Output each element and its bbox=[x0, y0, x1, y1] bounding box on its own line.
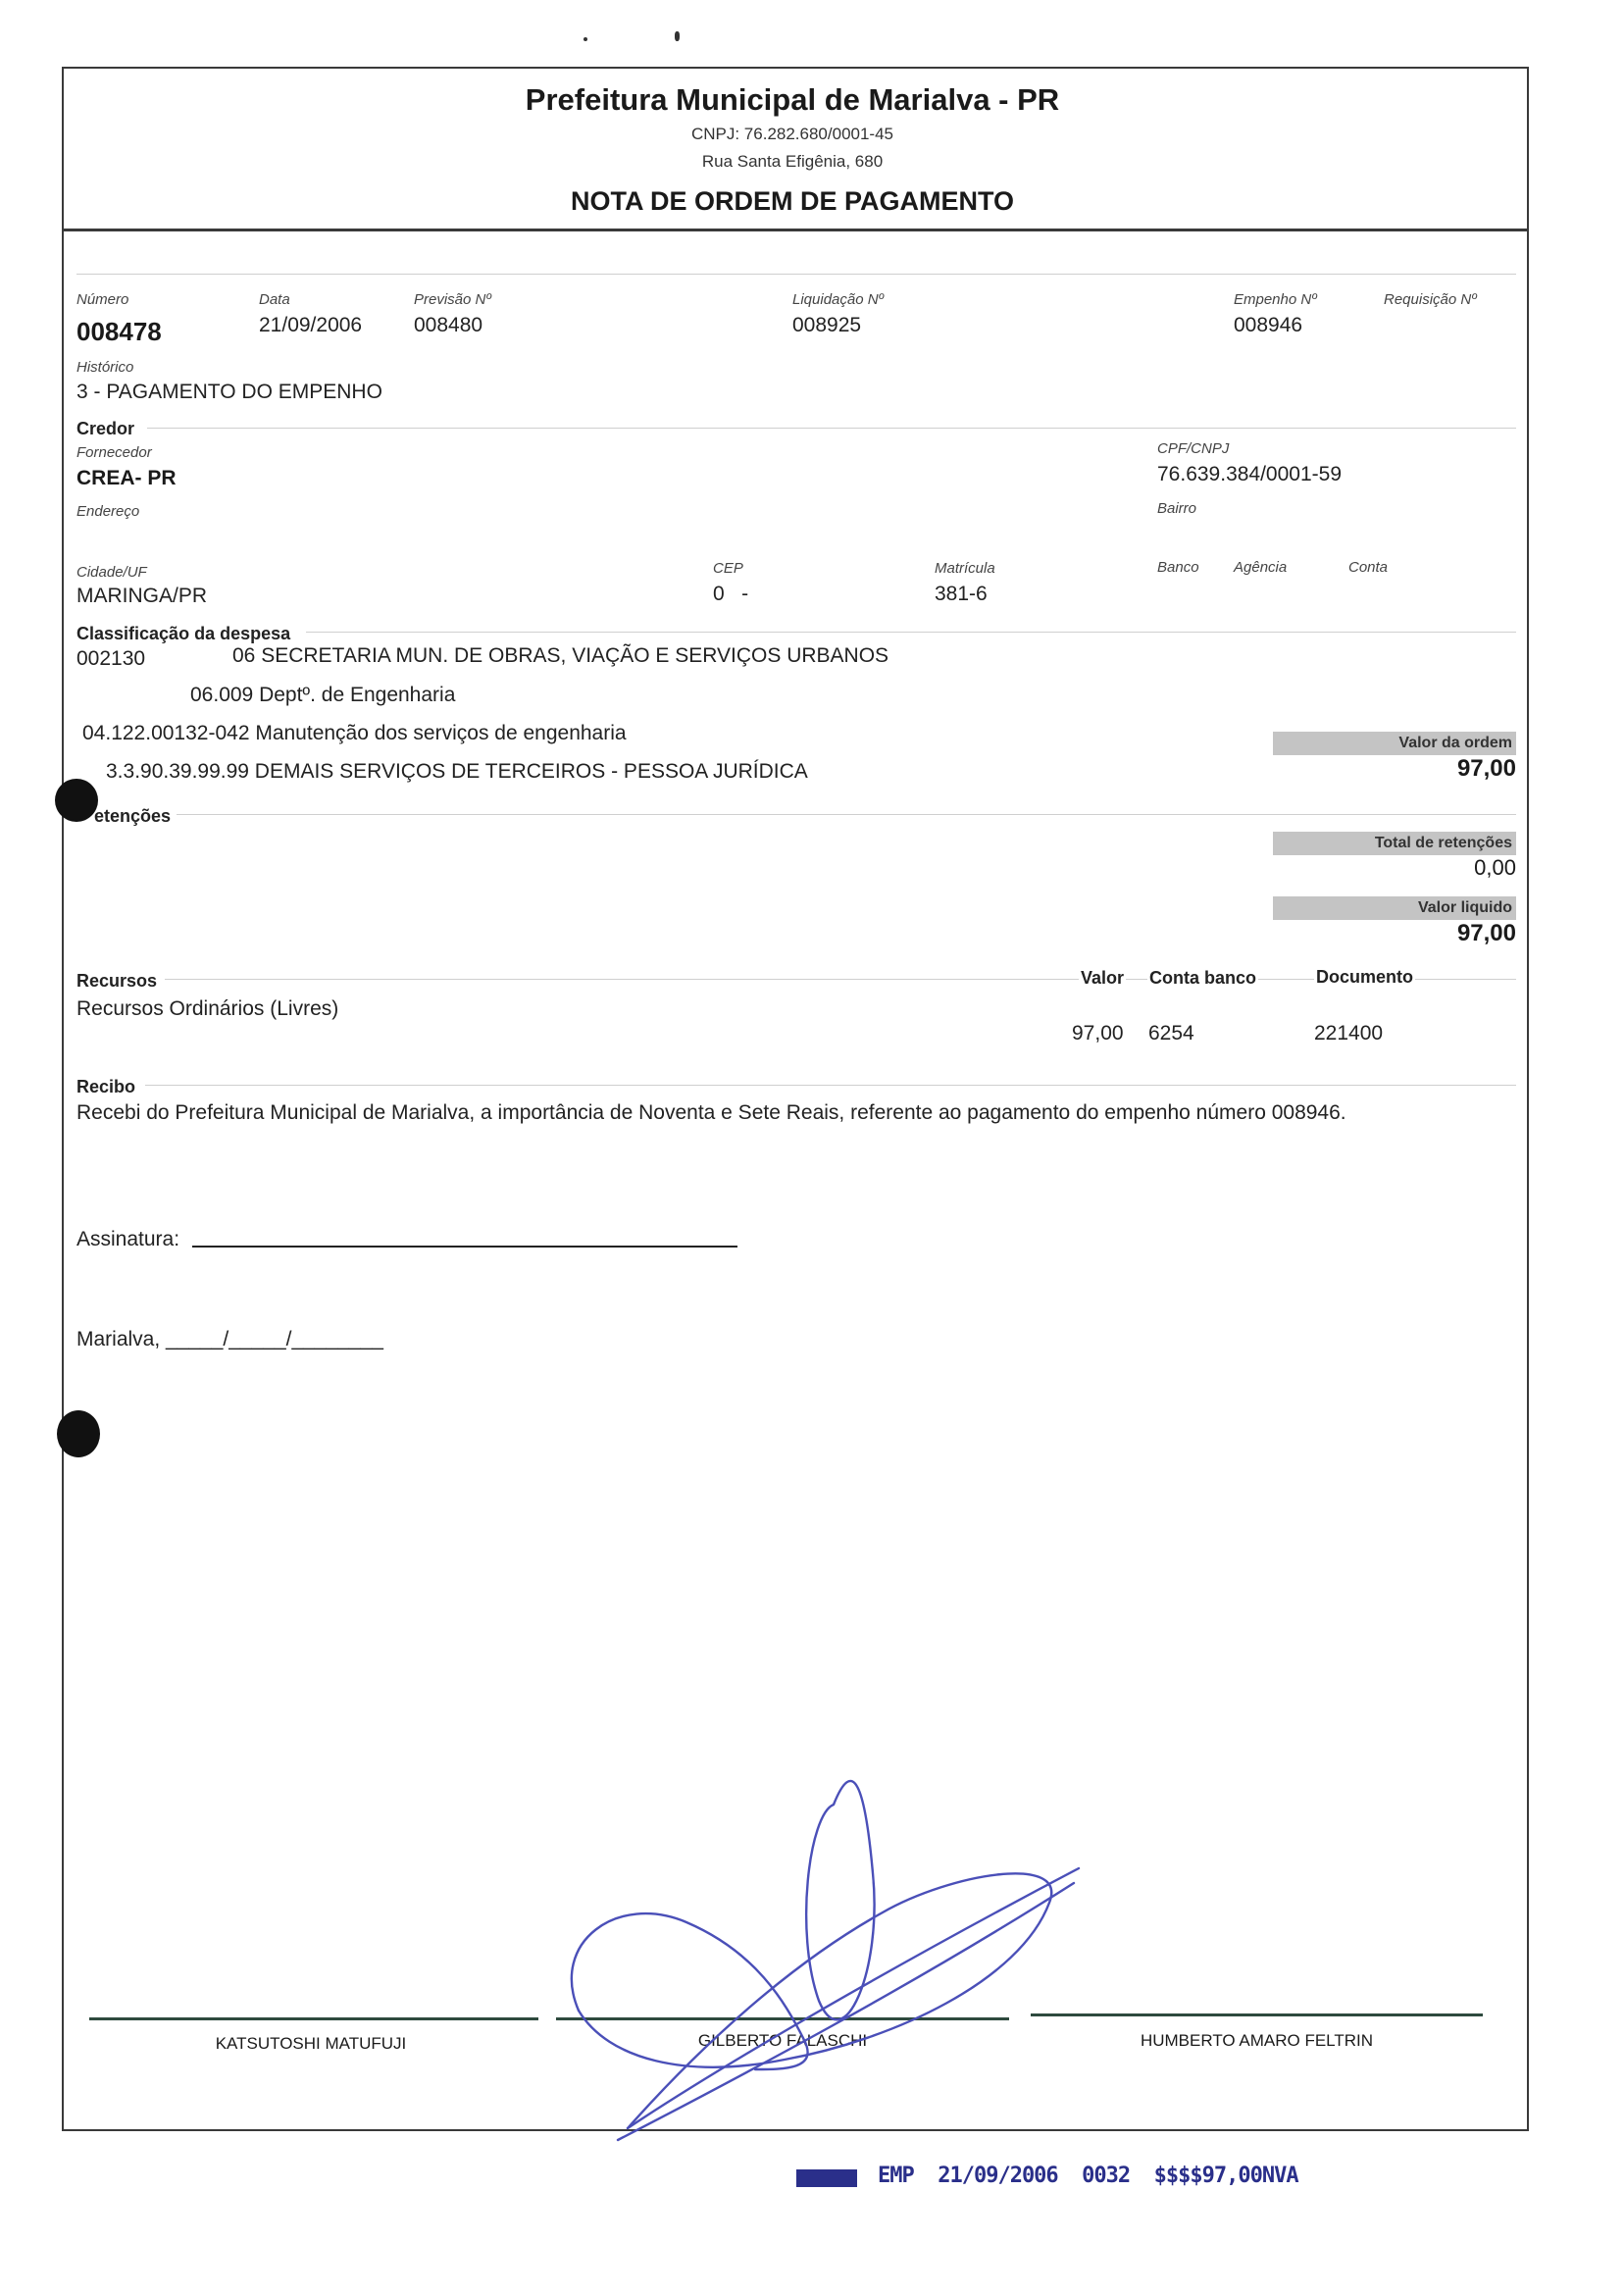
divider bbox=[147, 428, 1516, 429]
matricula-value: 381-6 bbox=[935, 583, 988, 605]
signatory-3: HUMBERTO AMARO FELTRIN bbox=[1140, 2031, 1374, 2050]
agencia-label: Agência bbox=[1234, 559, 1288, 576]
data-value: 21/09/2006 bbox=[259, 314, 363, 336]
total-retencoes-label: Total de retenções bbox=[1273, 832, 1516, 855]
liquidacao-label: Liquidação Nº bbox=[792, 291, 885, 308]
classificacao-line3: 04.122.00132-042 Manutenção dos serviços de engenharia bbox=[82, 722, 627, 744]
bairro-label: Bairro bbox=[1157, 500, 1197, 517]
endereco-label: Endereço bbox=[76, 503, 140, 520]
signatory-1: KATSUTOSHI MATUFUJI bbox=[215, 2034, 407, 2053]
fornecedor-value: CREA- PR bbox=[76, 467, 177, 489]
recibo-text: Recebi do Prefeitura Municipal de Marialva, a importância de Noventa e Sete Reais, referente ao pagamento do empenho número 008946. bbox=[76, 1101, 1346, 1124]
cep-label: CEP bbox=[713, 560, 743, 577]
numero-value: 008478 bbox=[76, 317, 162, 346]
empenho-label: Empenho Nº bbox=[1234, 291, 1317, 308]
recibo-section: Recibo bbox=[76, 1077, 136, 1096]
page-title: Prefeitura Municipal de Marialva - PR bbox=[525, 82, 1060, 117]
valor-ordem-label: Valor da ordem bbox=[1273, 732, 1516, 755]
empenho-value: 008946 bbox=[1234, 314, 1303, 336]
matricula-label: Matrícula bbox=[935, 560, 995, 577]
historico-value: 3 - PAGAMENTO DO EMPENHO bbox=[76, 381, 382, 403]
retencoes-section: etenções bbox=[94, 806, 172, 826]
requisicao-label: Requisição Nº bbox=[1384, 291, 1477, 308]
numero-label: Número bbox=[76, 291, 129, 308]
stamp-logo bbox=[796, 2169, 857, 2187]
valor-liquido-label: Valor liquido bbox=[1273, 896, 1516, 920]
cidade-value: MARINGA/PR bbox=[76, 585, 208, 607]
previsao-value: 008480 bbox=[414, 314, 483, 336]
assinatura-line bbox=[192, 1246, 737, 1248]
documento-col-label: Documento bbox=[1316, 967, 1413, 987]
local-data: Marialva, _____/_____/________ bbox=[76, 1328, 383, 1350]
valor-liquido-value: 97,00 bbox=[1456, 920, 1516, 946]
signature-line bbox=[1031, 2013, 1483, 2016]
divider bbox=[145, 1085, 1516, 1086]
credor-section: Credor bbox=[76, 419, 135, 438]
classificacao-line1: 06 SECRETARIA MUN. DE OBRAS, VIAÇÃO E SERVIÇOS URBANOS bbox=[232, 644, 889, 667]
conta-col-label: Conta banco bbox=[1149, 968, 1257, 988]
cidade-label: Cidade/UF bbox=[76, 564, 147, 581]
signatory-2: GILBERTO FALASCHI bbox=[697, 2031, 868, 2050]
historico-label: Histórico bbox=[76, 359, 134, 376]
divider bbox=[76, 274, 1516, 275]
punch-hole bbox=[57, 1410, 100, 1457]
assinatura-label: Assinatura: bbox=[76, 1228, 180, 1250]
signature-line bbox=[89, 2017, 538, 2020]
classificacao-line2: 06.009 Deptº. de Engenharia bbox=[190, 684, 456, 706]
recursos-documento: 221400 bbox=[1314, 1022, 1384, 1045]
valor-col-label: Valor bbox=[1081, 968, 1125, 988]
address-text: Rua Santa Efigênia, 680 bbox=[701, 152, 884, 171]
previsao-label: Previsão Nº bbox=[414, 291, 491, 308]
banco-label: Banco bbox=[1157, 559, 1199, 576]
recursos-descricao: Recursos Ordinários (Livres) bbox=[76, 997, 339, 1020]
divider bbox=[306, 632, 1516, 633]
valor-ordem-value: 97,00 bbox=[1456, 755, 1516, 782]
scan-mark bbox=[675, 31, 680, 41]
liquidacao-value: 008925 bbox=[792, 314, 862, 336]
recursos-conta: 6254 bbox=[1148, 1022, 1194, 1045]
scan-mark bbox=[584, 37, 587, 41]
document-title: NOTA DE ORDEM DE PAGAMENTO bbox=[570, 186, 1014, 216]
cnpj-text: CNPJ: 76.282.680/0001-45 bbox=[690, 125, 894, 143]
classificacao-line4: 3.3.90.39.99.99 DEMAIS SERVIÇOS DE TERCEIROS - PESSOA JURÍDICA bbox=[106, 760, 808, 783]
conta-label: Conta bbox=[1348, 559, 1389, 576]
cpf-value: 76.639.384/0001-59 bbox=[1157, 463, 1343, 485]
classificacao-code: 002130 bbox=[76, 647, 146, 670]
cep-value: 0 - bbox=[713, 583, 749, 605]
payment-stamp: EMP 21/09/2006 0032 $$$$97,00NVA bbox=[878, 2164, 1298, 2188]
punch-hole bbox=[55, 779, 98, 822]
divider bbox=[177, 814, 1516, 815]
classificacao-section: Classificação da despesa bbox=[76, 624, 291, 643]
recursos-section: Recursos bbox=[76, 971, 158, 991]
handwritten-signature bbox=[559, 1746, 1089, 2158]
recursos-valor: 97,00 bbox=[1072, 1022, 1124, 1045]
data-label: Data bbox=[259, 291, 290, 308]
cpf-label: CPF/CNPJ bbox=[1157, 440, 1230, 457]
header-divider bbox=[62, 229, 1529, 231]
total-retencoes-value: 0,00 bbox=[1474, 855, 1516, 880]
fornecedor-label: Fornecedor bbox=[76, 444, 152, 461]
